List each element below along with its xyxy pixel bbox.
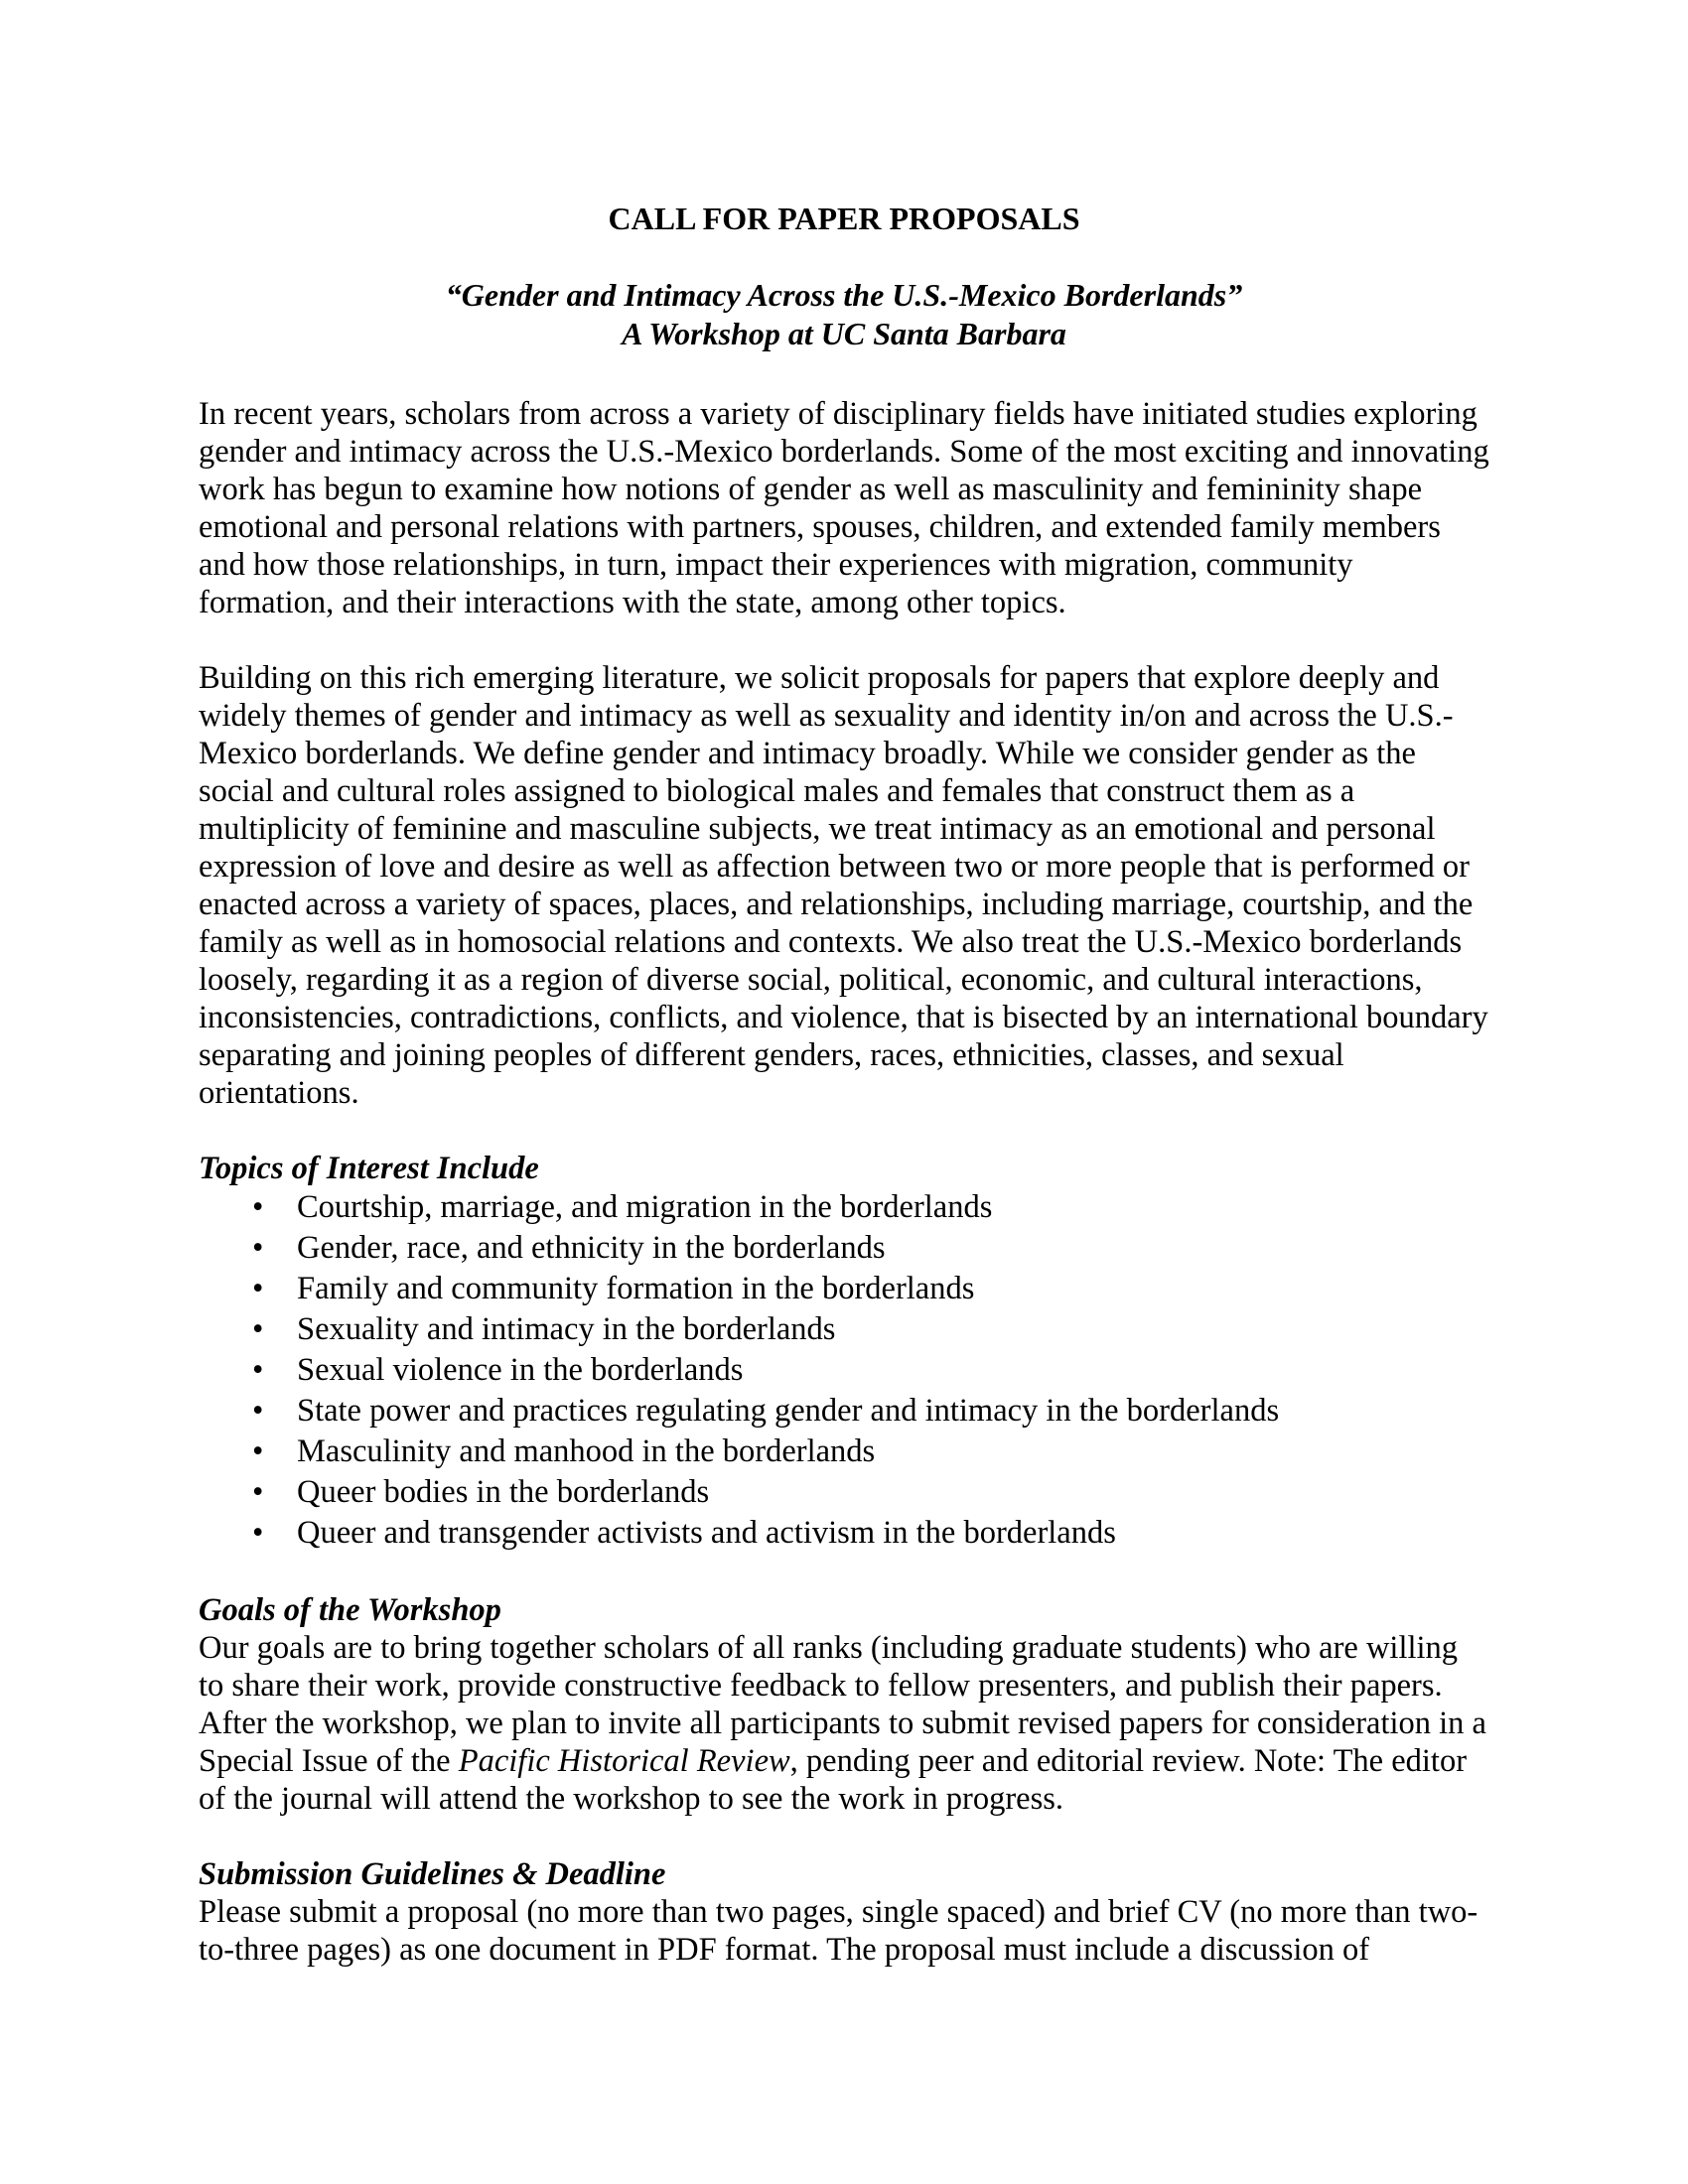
goals-paragraph <box>199 1629 1489 1818</box>
topic-text: State power and practices regulating gender and intimacy in the borderlands <box>297 1393 1280 1429</box>
bullet-icon: • <box>252 1230 264 1266</box>
topics-heading: Topics of Interest Include <box>199 1151 539 1186</box>
topic-text: Masculinity and manhood in the borderlands <box>297 1433 876 1469</box>
topic-text: Courtship, marriage, and migration in the borderlands <box>297 1189 993 1225</box>
topic-text: Sexuality and intimacy in the borderlands <box>297 1311 836 1347</box>
topic-text: Queer bodies in the borderlands <box>297 1474 710 1510</box>
topic-text: Gender, race, and ethnicity in the borderlands <box>297 1230 886 1266</box>
bullet-icon: • <box>252 1515 264 1551</box>
list-item <box>199 1228 1489 1269</box>
bullet-icon: • <box>252 1393 264 1429</box>
list-item <box>199 1309 1489 1350</box>
goals-text-after: , pending peer and editorial review. Note: The editor of the journal will attend the workshop to see the work in progress. <box>199 1743 1468 1817</box>
list-item <box>199 1472 1489 1513</box>
submission-paragraph: Please submit a proposal (no more than two pages, single spaced) and brief CV (no more than two-to-three pages) as one document in PDF format. The proposal must include a discussion of <box>199 1894 1478 1968</box>
bullet-icon: • <box>252 1311 264 1347</box>
workshop-subtitle <box>199 276 1489 353</box>
bullet-icon: • <box>252 1189 264 1225</box>
intro-paragraph: In recent years, scholars from across a variety of disciplinary fields have initiated studies exploring gender and intimacy across the U.S.-Mexico borderlands. Some of the most exciting and innovating work has begun to examine how notions of gender as well as masculinity and femininity shape emotional and personal relations with partners, spouses, children, and extended family members and how those relationships, in turn, impact their experiences with migration, community formation, and their interactions with the state, among other topics. <box>199 396 1489 620</box>
scope-paragraph: Building on this rich emerging literature, we solicit proposals for papers that explore deeply and widely themes of gender and intimacy as well as sexuality and identity in/on and across the U.S.-Mexico borderlands. We define gender and intimacy broadly. While we consider gender as the social and cultural roles assigned to biological males and females that construct them as a multiplicity of feminine and masculine subjects, we treat intimacy as an emotional and personal expression of love and desire as well as affection between two or more people that is performed or enacted across a variety of spaces, places, and relationships, including marriage, courtship, and the family as well as in homosocial relations and contexts. We also treat the U.S.-Mexico borderlands loosely, regarding it as a region of diverse social, political, economic, and cultural interactions, inconsistencies, contradictions, conflicts, and violence, that is bisected by an international boundary separating and joining peoples of different genders, races, ethnicities, classes, and sexual orientations. <box>199 660 1488 1111</box>
workshop-name: “Gender and Intimacy Across the U.S.-Mexico Borderlands” <box>445 277 1243 313</box>
submission-heading: Submission Guidelines & Deadline <box>199 1856 666 1892</box>
goals-heading: Goals of the Workshop <box>199 1592 501 1628</box>
topics-list <box>199 1187 1489 1554</box>
document-body <box>199 199 1489 1969</box>
bullet-icon: • <box>252 1271 264 1306</box>
list-item <box>199 1350 1489 1391</box>
journal-title: Pacific Historical Review <box>458 1743 790 1779</box>
workshop-venue: A Workshop at UC Santa Barbara <box>622 316 1066 351</box>
topic-text: Family and community formation in the borderlands <box>297 1271 975 1306</box>
list-item <box>199 1432 1489 1472</box>
list-item <box>199 1391 1489 1432</box>
topic-text: Queer and transgender activists and activism in the borderlands <box>297 1515 1116 1551</box>
list-item <box>199 1513 1489 1554</box>
goals-text-before: Our goals are to bring together scholars of all ranks (including graduate students) who are willing to share their work, provide constructive feedback to fellow presenters, and publish their papers. After the workshop, we plan to invite all participants to submit revised papers for consideration in a Special Issue of the <box>199 1630 1486 1779</box>
page-title: CALL FOR PAPER PROPOSALS <box>608 201 1080 236</box>
list-item <box>199 1269 1489 1309</box>
bullet-icon: • <box>252 1433 264 1469</box>
topic-text: Sexual violence in the borderlands <box>297 1352 744 1388</box>
list-item <box>199 1187 1489 1228</box>
bullet-icon: • <box>252 1352 264 1388</box>
bullet-icon: • <box>252 1474 264 1510</box>
